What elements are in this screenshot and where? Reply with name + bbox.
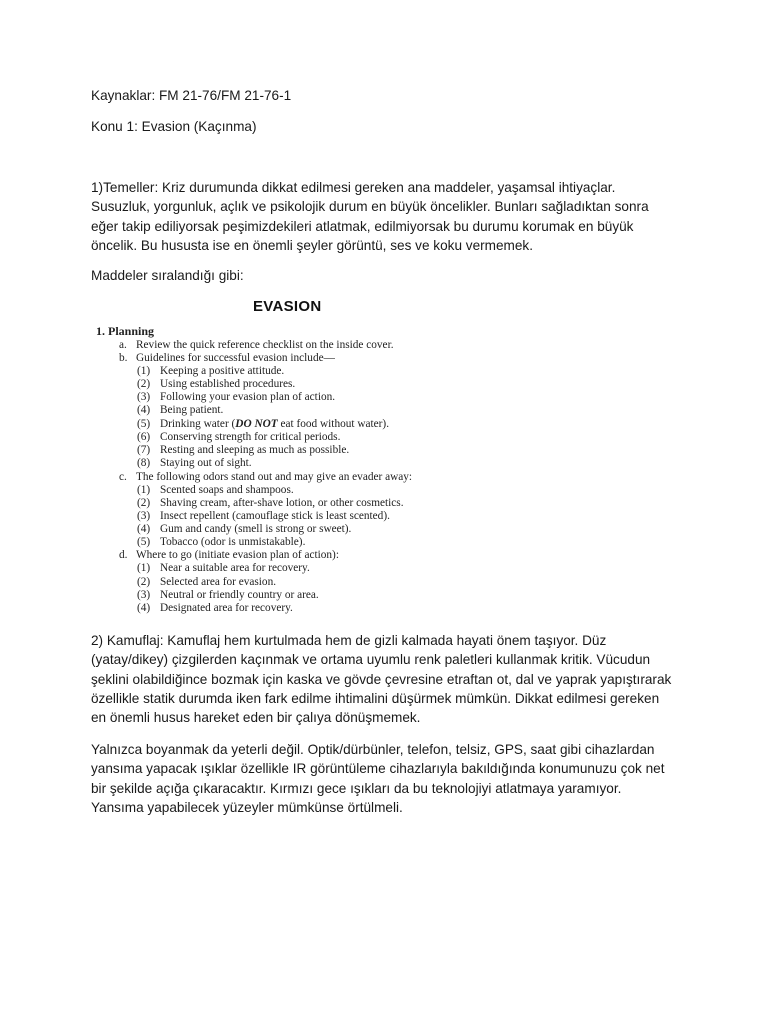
section-heading: 1. Planning	[96, 324, 155, 338]
list-item: (1) Scented soaps and shampoos.	[137, 484, 294, 496]
subsection-c: c. The following odors stand out and may give an evader away:	[119, 471, 413, 483]
list-item: (7) Resting and sleeping as much as possible.	[137, 444, 350, 456]
subsection-b: b. Guidelines for successful evasion include—	[119, 352, 335, 364]
list-item: (3) Neutral or friendly country or area.	[137, 589, 319, 601]
list-intro: Maddeler sıralandığı gibi:	[91, 268, 244, 283]
subsection-d: d. Where to go (initiate evasion plan of action):	[119, 549, 339, 561]
list-item: (4) Gum and candy (smell is strong or sweet).	[137, 523, 352, 535]
reflection-paragraph: Yalnızca boyanmak da yeterli değil. Optik/dürbünler, telefon, telsiz, GPS, saat gibi cihazlardan yansıma yapacak ışıklar özellikle IR görüntüleme cihazlarıyla bakıldığında konumunuzu çok net bir şekilde açığa çıkaracaktır. Kırmızı gece ışıkları da bu teknolojiyi atlatmaya yaramıyor. Yansıma yapabilecek yüzeyler mümkünse örtülmeli.	[91, 742, 665, 815]
topic-line: Konu 1: Evasion (Kaçınma)	[91, 119, 257, 134]
sources-line: Kaynaklar: FM 21-76/FM 21-76-1	[91, 88, 292, 103]
basics-paragraph: 1)Temeller: Kriz durumunda dikkat edilmesi gereken ana maddeler, yaşamsal ihtiyaçlar. Susuzluk, yorgunluk, açlık ve psikolojik durum en büyük öncelikler. Bunları sağladıktan sonra eğer takip ediliyorsak peşimizdekileri atlatmak, edilmiyorsak bu durumu korumak en büyük öncelik. Bu hususta ise en önemli şeyler görüntü, ses ve koku vermemek.	[91, 180, 649, 253]
list-item: (4) Being patient.	[137, 404, 224, 416]
list-item: (6) Conserving strength for critical periods.	[137, 431, 341, 443]
camouflage-paragraph: 2) Kamuflaj: Kamuflaj hem kurtulmada hem de gizli kalmada hayati önem taşıyor. Düz (yatay/dikey) çizgilerden kaçınmak ve ortama uyumlu renk paletleri kullanmak kritik. Vücudun şeklini olabildiğince bozmak için kaska ve gövde çevresine etraftan ot, dal ve yaprak yapıştırarak özellikle statik durumda iken fark edilme ihtimalini düşürmek mümkün. Dikkat edilmesi gereken en önemli husus hareket eden bir çalıya dönüşmemek.	[91, 633, 672, 726]
list-item: (2) Selected area for evasion.	[137, 576, 277, 588]
evasion-title: EVASION	[253, 298, 322, 315]
list-item: (5) Tobacco (odor is unmistakable).	[137, 536, 306, 548]
list-item: (2) Shaving cream, after-shave lotion, or other cosmetics.	[137, 497, 404, 509]
list-item: (1) Near a suitable area for recovery.	[137, 562, 310, 574]
list-item: (3) Insect repellent (camouflage stick is least scented).	[137, 510, 390, 522]
list-item: (5) Drinking water (DO NOT eat food without water).	[137, 418, 390, 430]
list-item: (1) Keeping a positive attitude.	[137, 365, 285, 377]
list-item: (3) Following your evasion plan of action.	[137, 391, 336, 403]
list-item: (4) Designated area for recovery.	[137, 602, 293, 614]
do-not-emphasis: DO NOT	[235, 418, 278, 430]
list-item: (2) Using established procedures.	[137, 378, 296, 390]
list-item: (8) Staying out of sight.	[137, 457, 252, 469]
subsection-a: a. Review the quick reference checklist on the inside cover.	[119, 339, 394, 351]
